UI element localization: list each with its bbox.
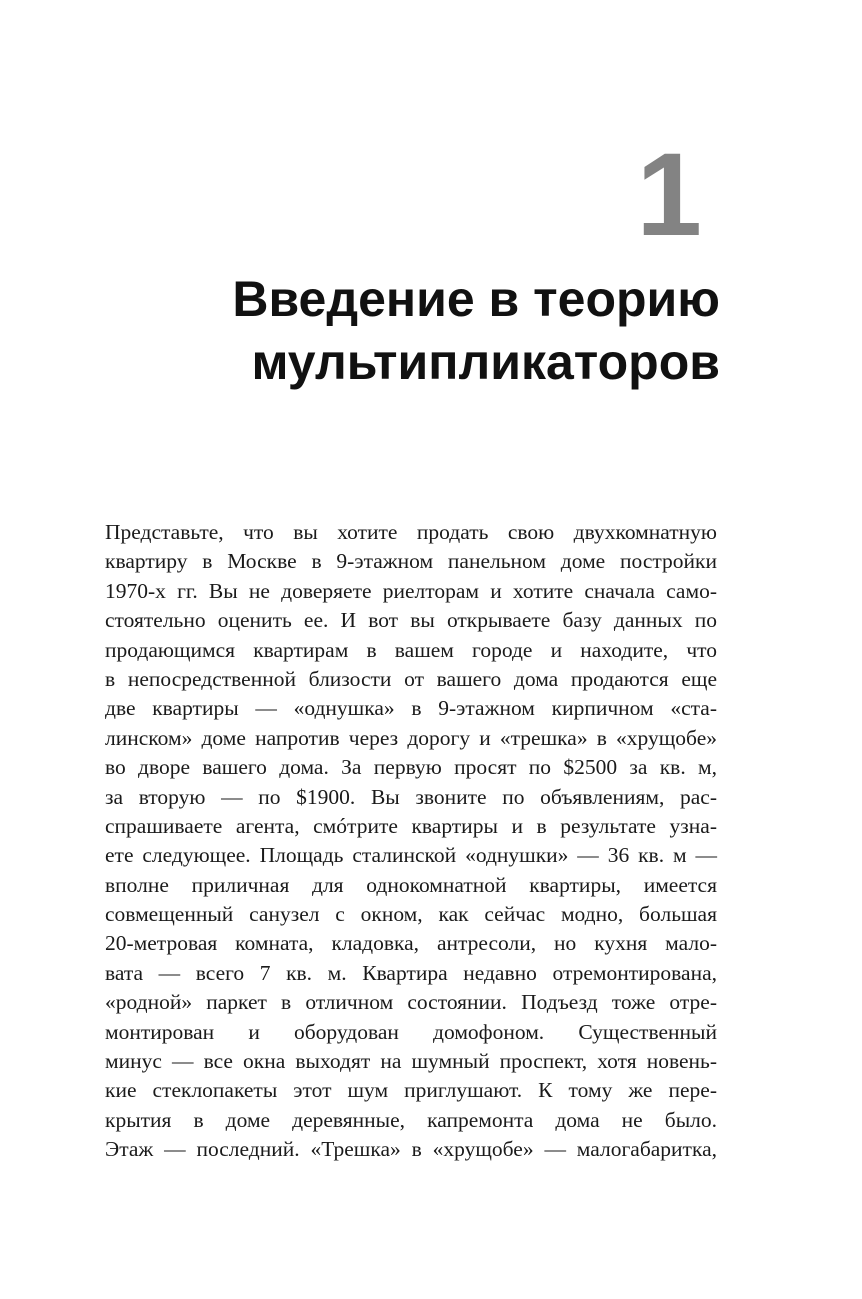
text-line: две квартиры — «однушка» в 9-этажном кирпичном «ста-	[105, 696, 717, 721]
text-line: 1970-х гг. Вы не доверяете риелторам и хотите сначала само-	[105, 578, 717, 603]
text-line: за вторую — по $1900. Вы звоните по объявлениям, рас-	[105, 784, 717, 809]
text-line: 20-метровая комната, кладовка, антресоли, но кухня мало-	[105, 931, 717, 956]
text-line: «родной» паркет в отличном состоянии. Подъезд тоже отре-	[105, 990, 717, 1015]
text-line: линском» доме напротив через дорогу и «трешка» в «хрущобе»	[105, 725, 717, 750]
text-line: Этаж — последний. «Трешка» в «хрущобе» — малогабаритка,	[105, 1137, 717, 1162]
text-line: Представьте, что вы хотите продать свою двухкомнатную	[105, 520, 717, 544]
text-line: совмещенный санузел с окном, как сейчас модно, большая	[105, 902, 717, 927]
chapter-title-line: Введение в теорию	[232, 271, 720, 327]
text-line: вполне приличная для однокомнатной квартиры, имеется	[105, 872, 717, 897]
text-line: монтирован и оборудован домофоном. Существенный	[105, 1019, 717, 1044]
text-line: во дворе вашего дома. За первую просят по $2500 за кв. м,	[105, 755, 717, 780]
text-line: вата — всего 7 кв. м. Квартира недавно отремонтирована,	[105, 960, 717, 985]
text-line: квартиру в Москве в 9-этажном панельном доме постройки	[105, 549, 717, 574]
text-line: спрашиваете агента, смóтрите квартиры и в результате узна-	[105, 813, 717, 838]
chapter-number: 1	[636, 129, 702, 261]
text-line: кие стеклопакеты этот шум приглушают. К тому же пере-	[105, 1078, 717, 1103]
text-line: продающимся квартирам в вашем городе и находите, что	[105, 637, 717, 662]
text-line: ете следующее. Площадь сталинской «однушки» — 36 кв. м —	[105, 843, 717, 868]
body-paragraph	[105, 518, 717, 1165]
text-line: стоятельно оценить ее. И вот вы открываете базу данных по	[105, 608, 717, 633]
text-line: в непосредственной близости от вашего дома продаются еще	[105, 666, 717, 691]
chapter-title	[100, 268, 720, 394]
text-line: минус — все окна выходят на шумный проспект, хотя новень-	[105, 1049, 717, 1074]
chapter-title-line: мультипликаторов	[251, 334, 720, 390]
text-line: крытия в доме деревянные, капремонта дома не было.	[105, 1107, 717, 1132]
